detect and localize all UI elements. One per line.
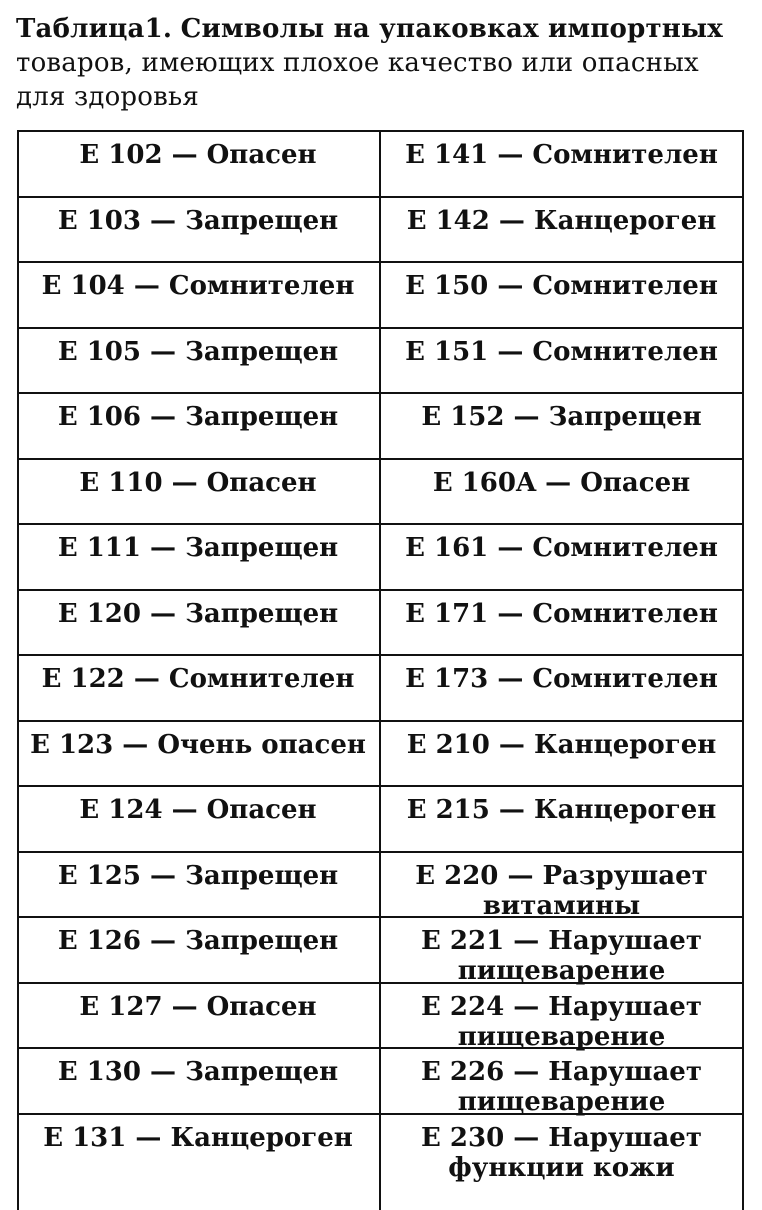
table-cell-right [381, 198, 742, 262]
cell-text: E 230 — Нарушает функции кожи [421, 1122, 702, 1183]
table-cell-left [17, 722, 379, 786]
cell-text: E 110 — Опасен [79, 467, 317, 498]
table-row [17, 656, 742, 722]
cell-text: E 124 — Опасен [79, 795, 317, 825]
table-row [17, 460, 742, 526]
table-cell-left [17, 460, 379, 524]
table-cell-right [381, 329, 742, 393]
table-row [17, 263, 742, 329]
cell-text: E 150 — Сомнителен [405, 271, 718, 301]
table-cell-left [17, 263, 379, 327]
cell-text: E 220 — Разрушает витамины [415, 860, 708, 921]
cell-text: E 215 — Канцероген [406, 795, 717, 825]
table-cell-left [17, 1049, 379, 1113]
table-row [17, 525, 742, 591]
table-cell-left [17, 1115, 379, 1195]
table-cell-right [381, 722, 742, 786]
table-cell-left [17, 853, 379, 917]
table-caption [16, 12, 751, 114]
caption-label: Таблица1. [16, 14, 173, 44]
table-cell-left [17, 198, 379, 262]
table-row [17, 591, 742, 657]
table-row [17, 198, 742, 264]
cell-text: E 152 — Запрещен [421, 402, 702, 432]
table-row [17, 853, 742, 919]
table-cell-right [381, 918, 742, 986]
table-cell-right [381, 656, 742, 720]
cell-text: E 131 — Канцероген [43, 1122, 353, 1153]
table-cell-right [381, 132, 742, 196]
e-codes-table [17, 130, 742, 1195]
cell-text: E 226 — Нарушает пищеварение [421, 1057, 702, 1117]
table-cell-right [381, 263, 742, 327]
table-cell-right [381, 853, 742, 921]
table-cell-left [17, 591, 379, 655]
cell-text: E 102 — Опасен [79, 140, 317, 170]
table-cell-left [17, 132, 379, 196]
cell-text: E 130 — Запрещен [57, 1057, 339, 1087]
cell-text: E 141 — Сомнителен [405, 140, 718, 170]
table-row [17, 132, 742, 198]
table-cell-left [17, 787, 379, 851]
cell-text: E 151 — Сомнителен [405, 336, 718, 367]
cell-text: E 142 — Канцероген [406, 205, 717, 236]
cell-text: E 105 — Запрещен [57, 336, 339, 367]
table-cell-right [381, 591, 742, 655]
cell-text: E 173 — Сомнителен [405, 664, 718, 694]
table-row [17, 918, 742, 984]
caption-title-rest: товаров, имеющих плохое качество или опасных для здоровья [16, 48, 699, 112]
table-row [17, 329, 742, 395]
cell-text: E 123 — Очень опасен [30, 729, 366, 760]
cell-text: E 161 — Сомнителен [405, 533, 718, 563]
table-cell-left [17, 918, 379, 982]
cell-text: E 106 — Запрещен [57, 402, 339, 432]
table-row [17, 984, 742, 1050]
table-cell-left [17, 394, 379, 458]
table-row [17, 1115, 742, 1195]
cell-text: E 104 — Сомнителен [41, 271, 355, 301]
table-row [17, 1049, 742, 1115]
table-cell-right [381, 1049, 742, 1117]
table-cell-right [381, 460, 742, 524]
table-cell-right [381, 394, 742, 458]
table-cell-left [17, 525, 379, 589]
cell-text: E 127 — Опасен [79, 991, 317, 1022]
cell-text: E 210 — Канцероген [406, 729, 717, 760]
cell-text: E 171 — Сомнителен [405, 598, 718, 629]
cell-text: E 224 — Нарушает пищеварение [421, 991, 702, 1052]
cell-text: E 111 — Запрещен [57, 533, 339, 563]
cell-text: E 126 — Запрещен [57, 926, 339, 956]
table-cell-left [17, 984, 379, 1048]
cell-text: E 120 — Запрещен [57, 598, 339, 629]
table-cell-right [381, 787, 742, 851]
table-cell-right [381, 525, 742, 589]
table-row [17, 722, 742, 788]
table-row [17, 394, 742, 460]
cell-text: E 125 — Запрещен [57, 860, 339, 891]
table-cell-right [381, 1115, 742, 1195]
cell-text: E 160A — Опасен [432, 467, 691, 498]
cell-text: E 122 — Сомнителен [41, 664, 355, 694]
cell-text: E 103 — Запрещен [57, 205, 339, 236]
cell-text: E 221 — Нарушает пищеварение [421, 926, 702, 986]
table-cell-left [17, 329, 379, 393]
table-cell-left [17, 656, 379, 720]
table-row [17, 787, 742, 853]
caption-title-bold: Символы на упаковках импортных [180, 14, 723, 44]
table-cell-right [381, 984, 742, 1052]
